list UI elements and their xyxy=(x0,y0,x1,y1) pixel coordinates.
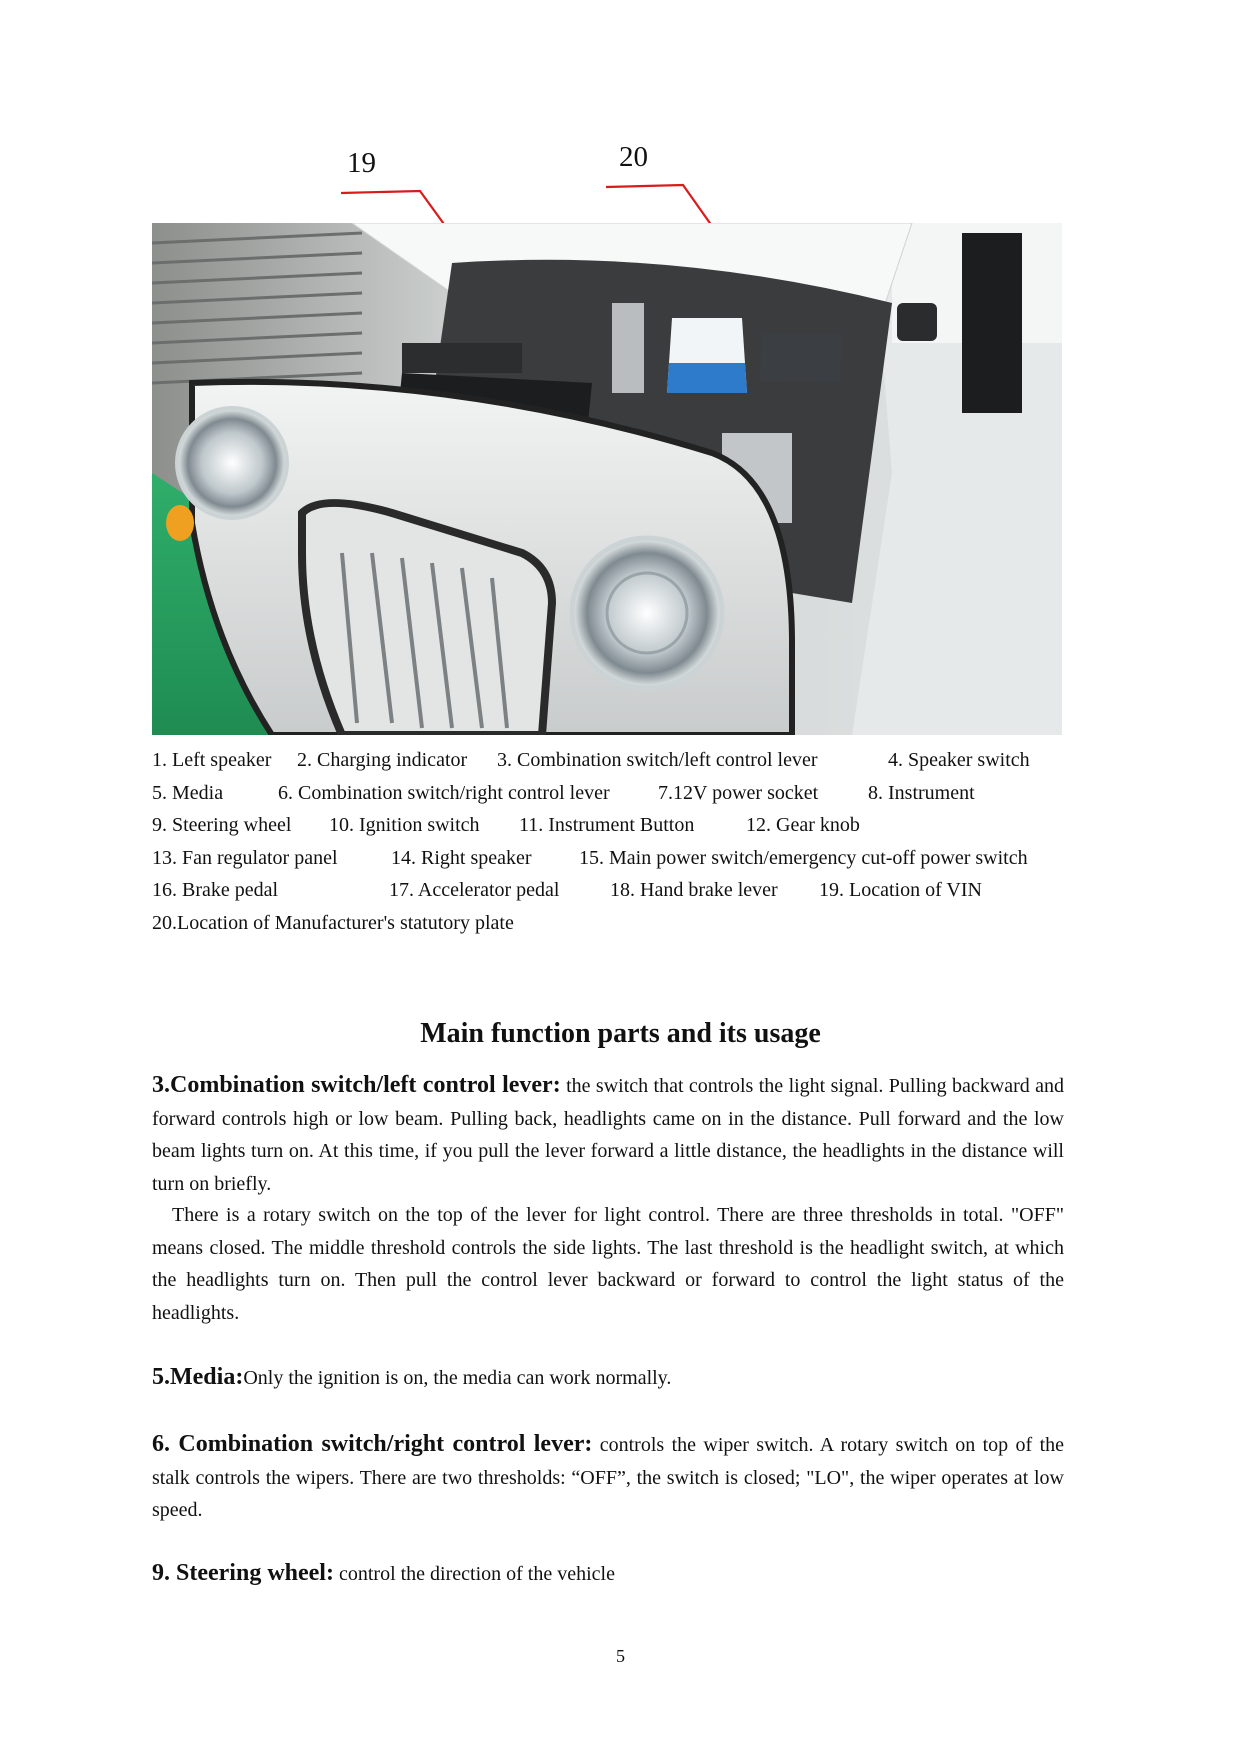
paragraph-rotary-switch xyxy=(152,1199,1064,1329)
legend-row xyxy=(152,874,1064,907)
callout-20: 20 xyxy=(619,141,648,173)
legend-item: 14. Right speaker xyxy=(391,846,532,869)
legend-row xyxy=(152,907,1064,940)
parts-legend xyxy=(152,744,1064,940)
legend-item: 2. Charging indicator xyxy=(297,749,468,771)
legend-row xyxy=(152,777,1064,810)
paragraph-left-control-lever xyxy=(152,1069,1064,1200)
paragraph-heading: 5.Media: xyxy=(152,1364,244,1390)
legend-item: 3. Combination switch/left control lever xyxy=(497,749,818,771)
legend-item: 19. Location of VIN xyxy=(819,879,982,902)
legend-item: 1. Left speaker xyxy=(152,749,272,771)
legend-item: 11. Instrument Button xyxy=(519,814,695,837)
legend-item: 8. Instrument xyxy=(868,781,975,804)
legend-item: 6. Combination switch/right control lever xyxy=(278,781,610,804)
legend-item: 20.Location of Manufacturer's statutory plate xyxy=(152,911,514,934)
paragraph-heading: 3.Combination switch/left control lever: xyxy=(152,1072,561,1098)
paragraph-body: control the direction of the vehicle xyxy=(333,1563,615,1585)
legend-row xyxy=(152,744,1064,777)
paragraph-body: controls the wiper switch. A rotary switch on top of the stalk controls the wipers. There are two thresholds: “OFF”, the switch is closed; "LO", the wiper operates at low speed. xyxy=(152,1434,1065,1522)
legend-item: 4. Speaker switch xyxy=(888,749,1030,771)
callout-19: 19 xyxy=(347,147,376,179)
legend-item: 13. Fan regulator panel xyxy=(152,846,338,869)
paragraph-right-control-lever xyxy=(152,1428,1064,1527)
page-number: 5 xyxy=(616,1646,625,1666)
legend-item: 12. Gear knob xyxy=(746,814,860,837)
legend-item: 17. Accelerator pedal xyxy=(389,879,560,902)
paragraph-heading: 6. Combination switch/right control lever: xyxy=(152,1431,593,1457)
legend-item: 18. Hand brake lever xyxy=(610,879,778,902)
legend-item: 9. Steering wheel xyxy=(152,814,292,837)
vehicle-front-compartment-photo xyxy=(152,223,1062,735)
legend-item: 10. Ignition switch xyxy=(329,814,480,837)
paragraph-body: Only the ignition is on, the media can work normally. xyxy=(243,1367,672,1389)
section-title: Main function parts and its usage xyxy=(420,1018,821,1049)
legend-item: 15. Main power switch/emergency cut-off power switch xyxy=(579,846,1028,869)
legend-item: 5. Media xyxy=(152,781,224,804)
legend-item: 16. Brake pedal xyxy=(152,879,279,902)
paragraph-media xyxy=(152,1361,1064,1395)
legend-row xyxy=(152,842,1064,875)
paragraph-steering-wheel xyxy=(152,1557,1064,1591)
legend-item: 7.12V power socket xyxy=(658,781,819,804)
legend-row xyxy=(152,809,1064,842)
paragraph-body: There is a rotary switch on the top of the lever for light control. There are three thresholds in total. "OFF" means closed. The middle threshold controls the side lights. The last threshold is the headlight switch, at which the headlights turn on. Then pull the control lever backward or forward to control the light status of the headlights. xyxy=(152,1204,1064,1324)
paragraph-heading: 9. Steering wheel: xyxy=(152,1560,334,1586)
paragraph-body: the switch that controls the light signal. Pulling backward and forward controls high or low beam. Pulling back, headlights came on in the distance. Pull forward and the low beam lights turn on. At this time, if you pull the lever forward a little distance, the headlights in the distance will turn on briefly. xyxy=(152,1075,1064,1195)
